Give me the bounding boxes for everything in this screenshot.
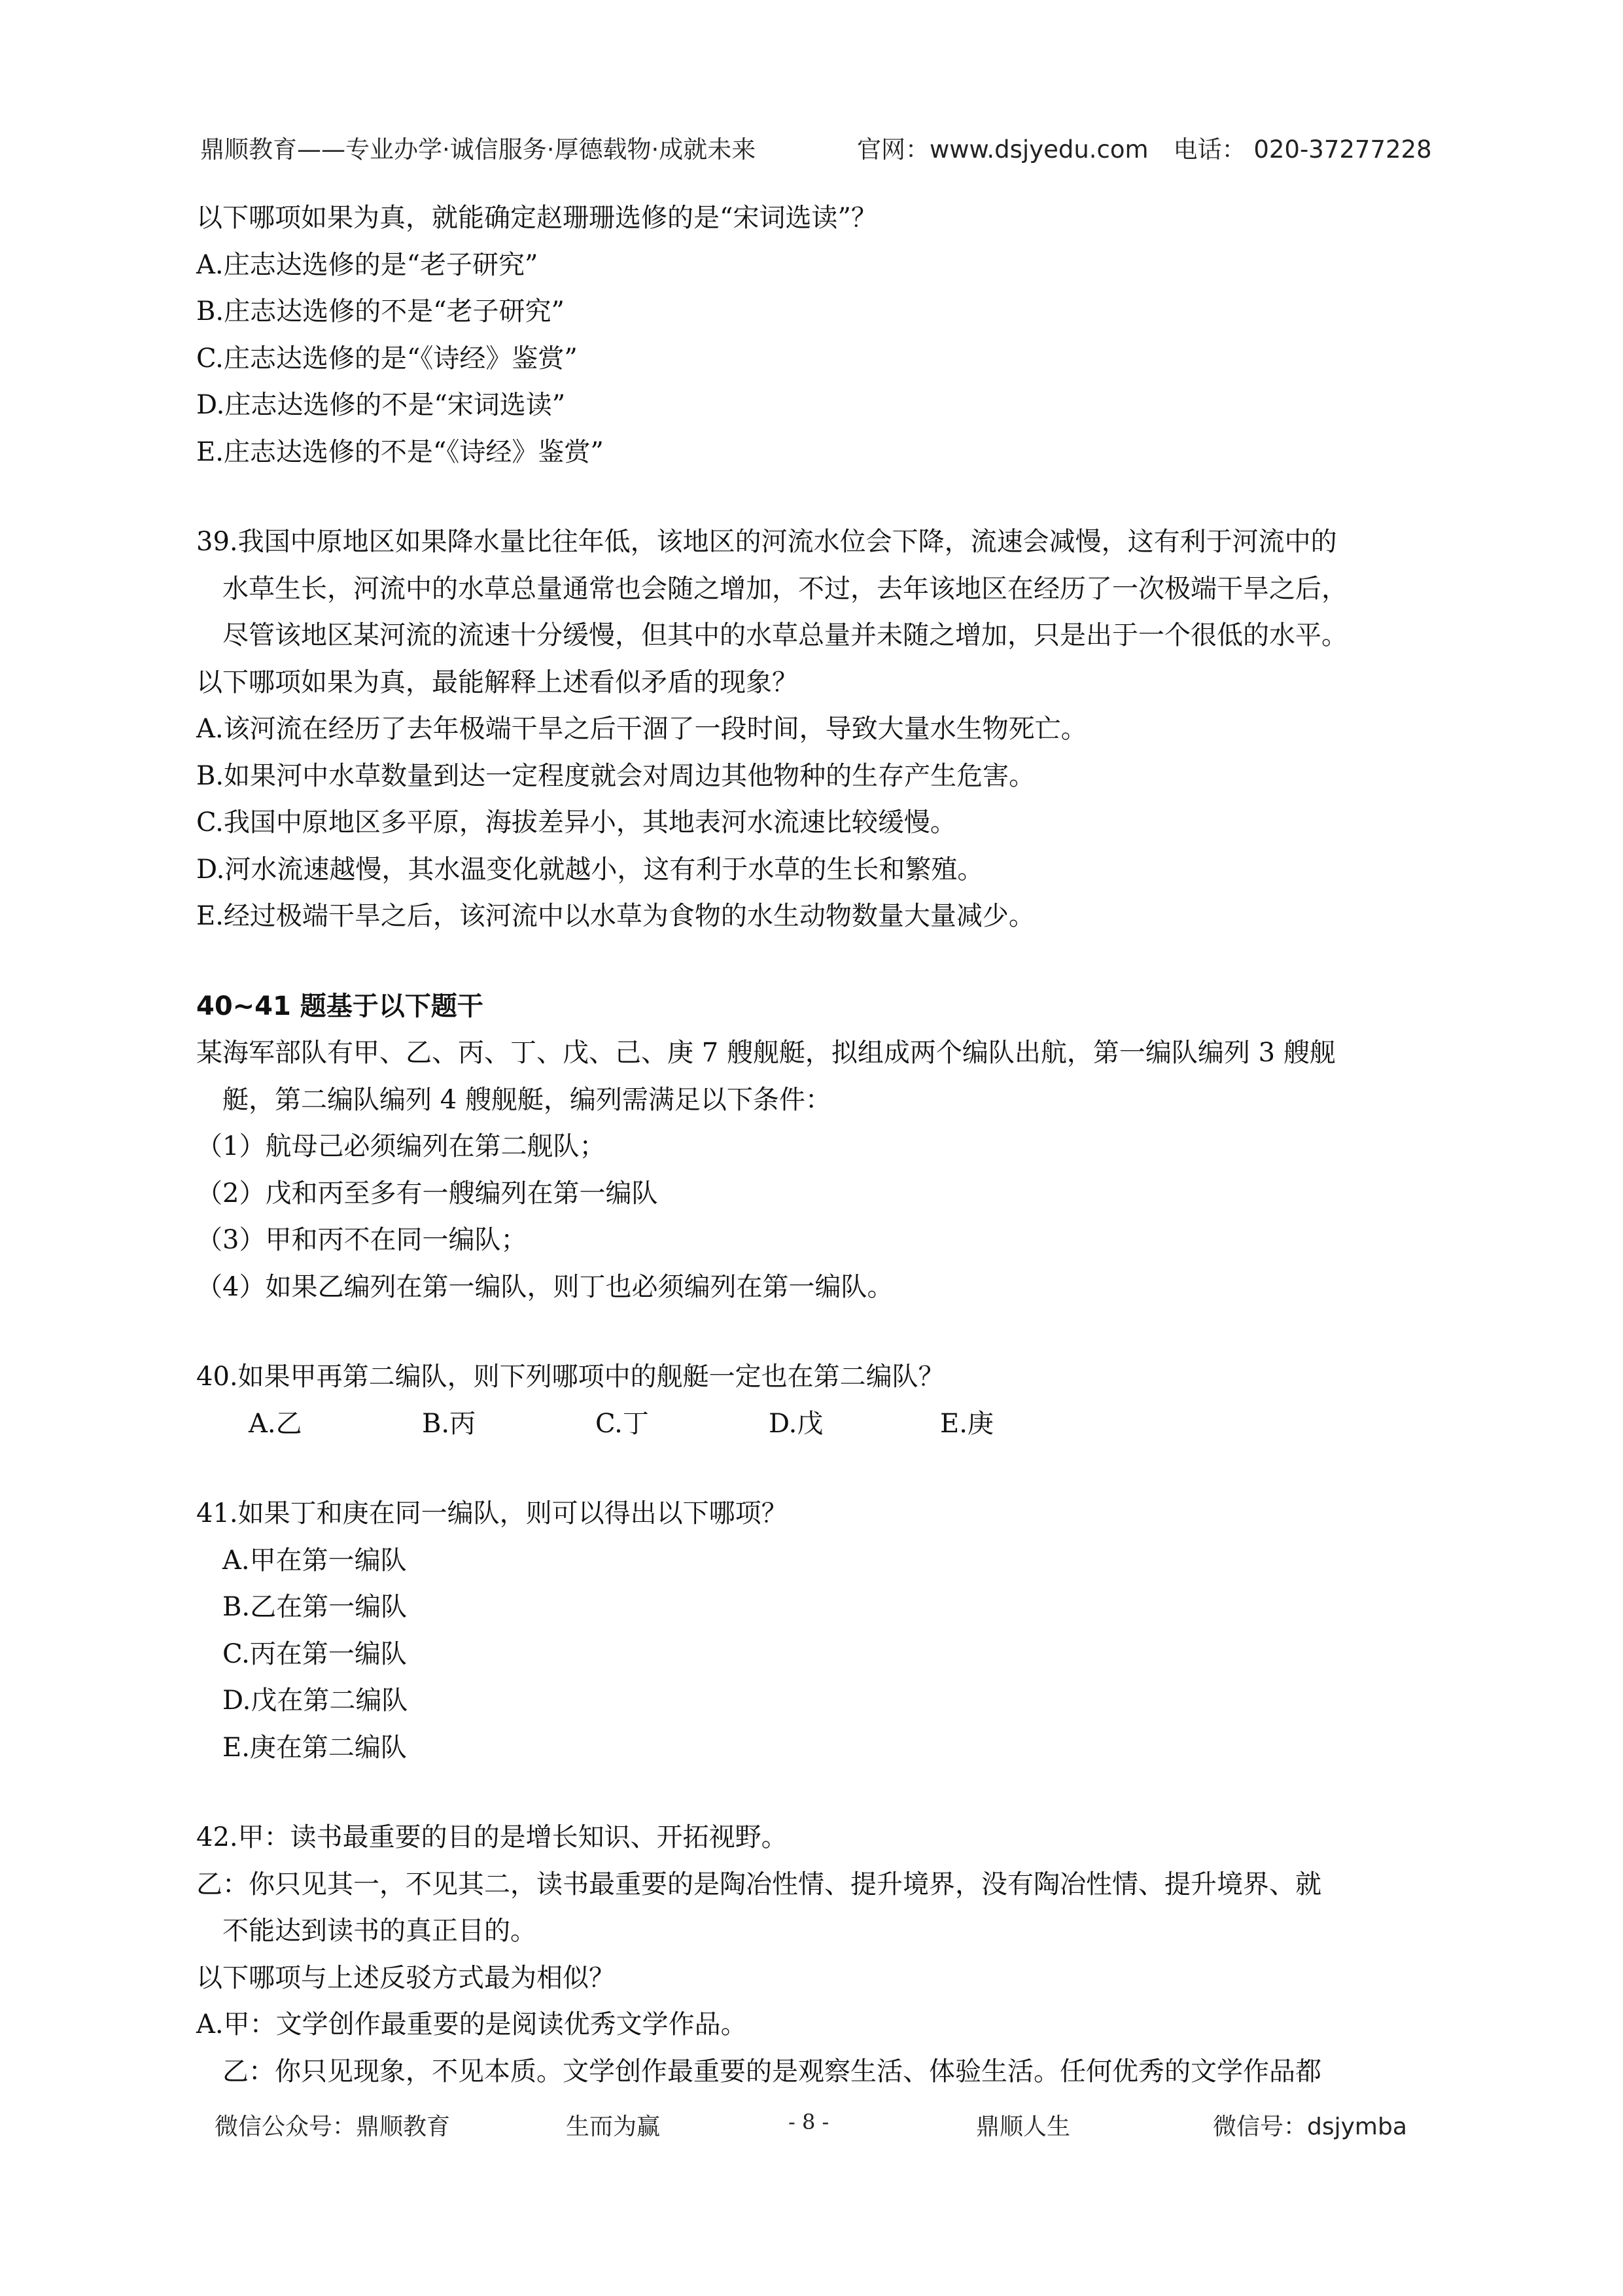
- question-prompt: 41.如果丁和庚在同一编队，则可以得出以下哪项？: [196, 1498, 788, 1528]
- option-c: C.丁: [595, 1408, 649, 1439]
- option-d: D.戊在第二编队: [222, 1686, 408, 1716]
- question-prompt: 以下哪项如果为真，最能解释上述看似矛盾的现象？: [196, 667, 798, 698]
- footer-brand: 鼎顺人生: [976, 2113, 1071, 2140]
- spacer: [196, 476, 1439, 519]
- option-d: D.戊: [769, 1408, 824, 1439]
- question-stem: 以下哪项如果为真，就能确定赵珊珊选修的是“宋词选读”？: [196, 203, 877, 233]
- option-d: D.河水流速越慢，其水温变化就越小，这有利于水草的生长和繁殖。: [196, 854, 984, 885]
- page-number: - 8 -: [788, 2110, 829, 2134]
- spacer: [196, 1311, 1439, 1354]
- question-text: 39.我国中原地区如果降水量比往年低，该地区的河流水位会下降，流速会减慢，这有利于河流中的: [196, 527, 1337, 557]
- section-heading: 40~41 题基于以下题干: [196, 991, 483, 1021]
- option-a: A.庄志达选修的是“老子研究”: [196, 249, 538, 280]
- option-b: B.庄志达选修的不是“老子研究”: [196, 296, 565, 327]
- option-e: E.经过极端干旱之后，该河流中以水草为食物的水生动物数量大量减少。: [196, 901, 1035, 931]
- question-39: [196, 519, 1439, 940]
- options-row: [196, 1401, 1439, 1448]
- question-40-41-stem: [196, 983, 1439, 1311]
- option-b: B.如果河中水草数量到达一定程度就会对周边其他物种的生存产生危害。: [196, 760, 1036, 791]
- header-phone: 电话： 020-37277228: [1173, 135, 1432, 164]
- option-c: C.丙在第一编队: [222, 1638, 407, 1669]
- page-footer: [196, 2108, 1426, 2145]
- header-contact: [857, 130, 1432, 165]
- condition-3: （3）甲和丙不在同一编队；: [196, 1225, 527, 1255]
- spacer: [196, 1447, 1439, 1491]
- option-a-continued: 乙：你只见现象，不见本质。文学创作最重要的是观察生活、体验生活。任何优秀的文学作品都: [222, 2056, 1321, 2087]
- condition-2: （2）戊和丙至多有一艘编列在第一编队: [196, 1178, 658, 1209]
- question-text: 42.甲：读书最重要的目的是增长知识、开拓视野。: [196, 1822, 788, 1852]
- option-a: A.甲：文学创作最重要的是阅读优秀文学作品。: [196, 2009, 747, 2040]
- option-a: A.乙: [249, 1408, 302, 1439]
- question-prompt: 40.如果甲再第二编队，则下列哪项中的舰艇一定也在第二编队？: [196, 1362, 945, 1392]
- header-slogan: 鼎顺教育——专业办学·诚信服务·厚德载物·成就未来: [200, 135, 756, 164]
- condition-4: （4）如果乙编列在第一编队，则丁也必须编列在第一编队。: [196, 1271, 894, 1302]
- option-b: B.丙: [422, 1408, 476, 1439]
- option-d: D.庄志达选修的不是“宋词选读”: [196, 390, 566, 420]
- question-40: [196, 1354, 1439, 1447]
- footer-wechat-account: 微信公众号：鼎顺教育: [215, 2113, 451, 2140]
- option-a: A.该河流在经历了去年极端干旱之后干涸了一段时间，导致大量水生物死亡。: [196, 714, 1087, 744]
- option-e: E.庄志达选修的不是“《诗经》鉴赏”: [196, 436, 604, 467]
- option-e: E.庚在第二编队: [222, 1732, 407, 1763]
- page-content: [196, 195, 1439, 2095]
- option-c: C.庄志达选修的是“《诗经》鉴赏”: [196, 343, 578, 374]
- question-41: [196, 1491, 1439, 1771]
- page-header: [196, 130, 1432, 166]
- stem-text: 艇，第二编队编列 4 艘舰艇，编列需满足以下条件：: [222, 1084, 831, 1115]
- footer-wechat-id: 微信号：dsjymba: [1213, 2113, 1407, 2140]
- footer-motto: 生而为赢: [566, 2113, 661, 2140]
- question-text: 乙：你只见其一，不见其二，读书最重要的是陶冶性情、提升境界，没有陶冶性情、提升境界、就: [196, 1869, 1321, 1899]
- question-38-tail: [196, 195, 1439, 476]
- option-e: E.庚: [940, 1408, 994, 1439]
- spacer: [196, 940, 1439, 983]
- condition-1: （1）航母己必须编列在第二舰队；: [196, 1131, 606, 1161]
- question-text: 水草生长，河流中的水草总量通常也会随之增加，不过，去年该地区在经历了一次极端干旱之后，: [222, 573, 1348, 604]
- option-b: B.乙在第一编队: [222, 1592, 408, 1622]
- spacer: [196, 1771, 1439, 1814]
- question-prompt: 以下哪项与上述反驳方式最为相似？: [196, 1962, 615, 1993]
- option-a: A.甲在第一编队: [222, 1545, 407, 1576]
- question-text: 尽管该地区某河流的流速十分缓慢，但其中的水草总量并未随之增加，只是出于一个很低的水平。: [222, 620, 1348, 650]
- stem-text: 某海军部队有甲、乙、丙、丁、戊、己、庚 7 艘舰艇，拟组成两个编队出航，第一编队编列 3 艘舰: [196, 1038, 1336, 1068]
- question-text: 不能达到读书的真正目的。: [222, 1916, 536, 1946]
- question-42: [196, 1814, 1439, 2095]
- option-c: C.我国中原地区多平原，海拔差异小，其地表河水流速比较缓慢。: [196, 807, 956, 838]
- header-website: 官网：www.dsjyedu.com: [857, 135, 1149, 164]
